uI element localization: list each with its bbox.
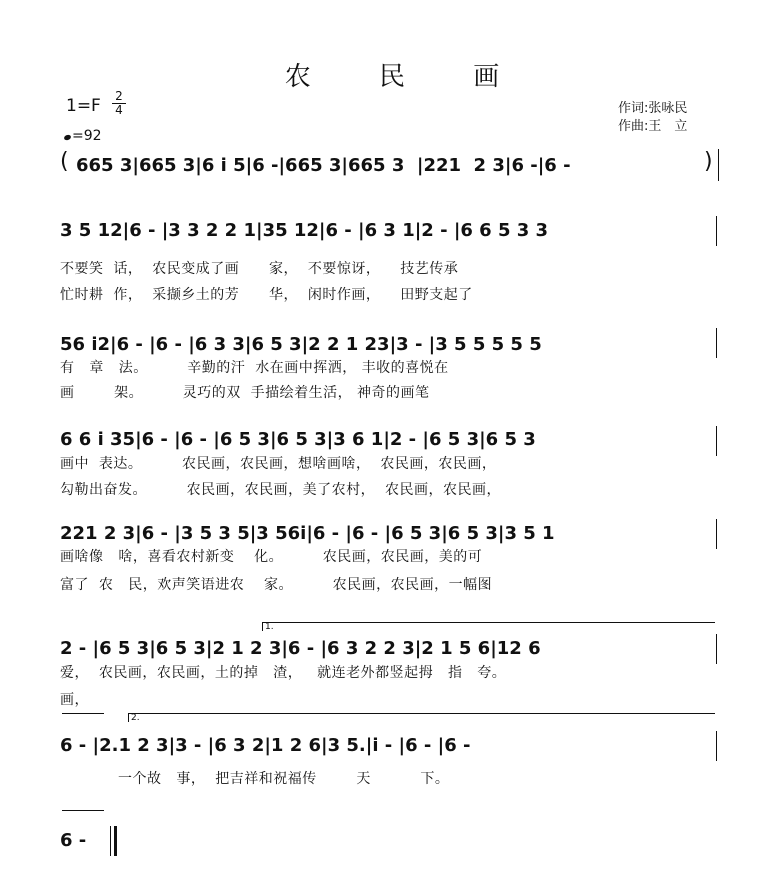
lyric-line: 不要笑 话， 农民变成了画 家， 不要惊讶， 技艺传承 — [60, 261, 459, 277]
meter-bottom: 4 — [115, 103, 123, 117]
volta-second-ending: 2. — [128, 713, 715, 722]
music-line-7: 6 - |2.1 2 3|3 - |6 3 2|1 2 6|3 5.|i - |6 - |6 - — [60, 735, 471, 756]
quarter-note-icon — [63, 134, 71, 141]
lyric-line: 画， — [60, 692, 89, 708]
lyricist: 作词:张咏民 — [618, 101, 688, 116]
credits — [618, 100, 687, 136]
music-line-4: 6 6 i 35|6 - |6 - |6 5 3|6 5 3|3 6 1|2 - |6 5 3|6 5 3 — [60, 429, 536, 450]
volta-bracket — [62, 810, 104, 819]
key-signature: 1=F — [66, 96, 101, 116]
song-title: 农 民 画 — [284, 62, 530, 92]
barline — [716, 328, 717, 358]
time-signature — [112, 90, 126, 117]
barline — [110, 826, 111, 856]
repeat-close-paren: ) — [704, 149, 713, 174]
final-barline — [114, 826, 117, 856]
repeat-open-paren: ( — [60, 149, 69, 174]
barline — [716, 634, 717, 664]
music-line-5: 221 2 3|6 - |3 5 3 5|3 56i|6 - |6 - |6 5 3|6 5 3|3 5 1 — [60, 523, 555, 544]
lyric-line: 有 章 法。 辛勤的汗 水在画中挥洒， 丰收的喜悦在 — [60, 360, 449, 376]
music-line-1: 665 3|665 3|6 i 5|6 -|665 3|665 3 |221 2 3|6 -|6 - — [76, 155, 571, 176]
lyric-line: 勾勒出奋发。 农民画，农民画，美了农村， 农民画，农民画， — [60, 482, 502, 498]
barline — [716, 426, 717, 456]
music-line-3: 56 i2|6 - |6 - |6 3 3|6 5 3|2 2 1 23|3 - |3 5 5 5 5 5 — [60, 334, 542, 355]
barline — [718, 149, 719, 181]
meter-top: 2 — [112, 90, 126, 104]
barline — [716, 216, 717, 246]
tempo-marking: =92 — [64, 128, 102, 144]
lyric-line: 爱， 农民画，农民画，土的掉 渣， 就连老外都竖起拇 指 夸。 — [60, 665, 507, 681]
music-line-2: 3 5 12|6 - |3 3 2 2 1|35 12|6 - |6 3 1|2 - |6 6 5 3 3 — [60, 220, 549, 241]
volta-first-ending: 1. — [262, 622, 715, 631]
composer: 作曲:王 立 — [618, 119, 688, 134]
lyric-line: 富了 农 民，欢声笑语进农 家。 农民画，农民画，一幅图 — [60, 577, 493, 593]
lyric-line: 忙时耕 作， 采撷乡土的芳 华， 闲时作画， 田野支起了 — [60, 287, 473, 303]
barline — [716, 731, 717, 761]
lyric-line: 画中 表达。 农民画，农民画，想啥画啥， 农民画，农民画， — [60, 456, 497, 472]
volta-bracket — [62, 713, 104, 722]
music-line-6: 2 - |6 5 3|6 5 3|2 1 2 3|6 - |6 3 2 2 3|2 1 5 6|12 6 — [60, 638, 541, 659]
lyric-line: 画 架。 灵巧的双 手描绘着生活， 神奇的画笔 — [60, 385, 430, 401]
lyric-line: 画啥像 啥，喜看农村新变 化。 农民画，农民画，美的可 — [60, 549, 483, 565]
barline — [716, 519, 717, 549]
music-line-8: 6 - — [60, 830, 87, 851]
lyric-line: 一个故 事， 把吉祥和祝福传 天 下。 — [118, 771, 450, 787]
